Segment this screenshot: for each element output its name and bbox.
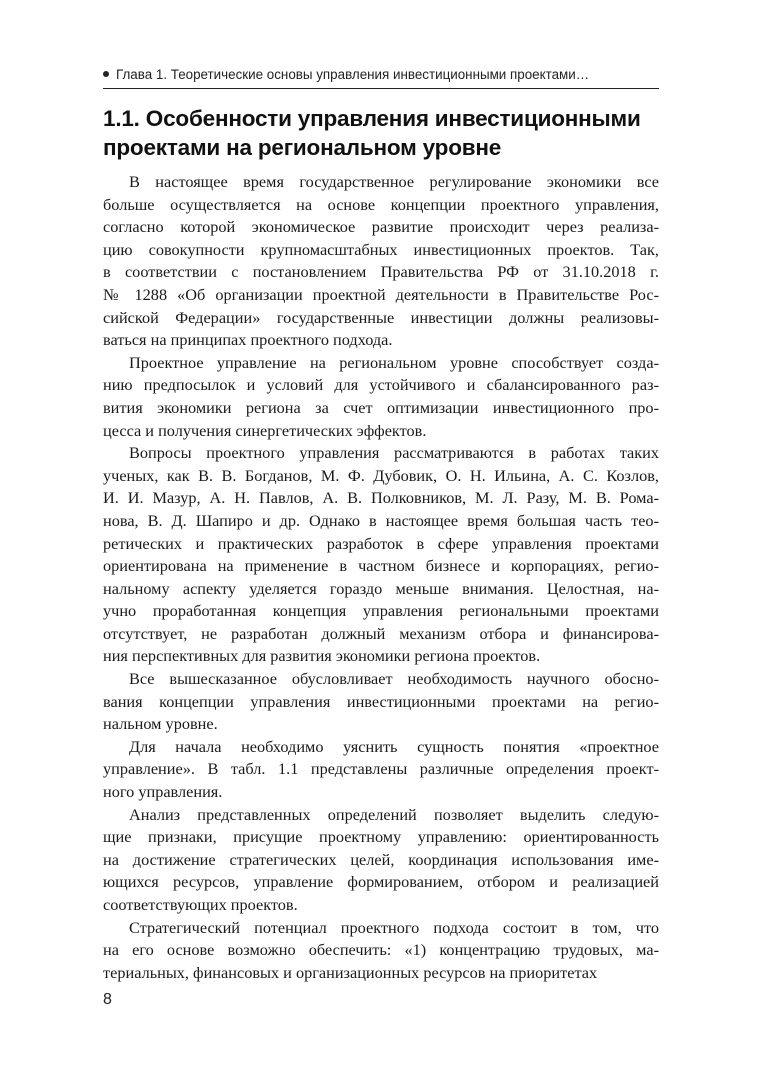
paragraph [103, 736, 659, 804]
text-line: вания концепции управления инвестиционными проектами на регио- [103, 691, 659, 711]
text-line: цию совокупности крупномасштабных инвестиционных проектов. Так, [103, 239, 659, 259]
text-line: вития экономики региона за счет оптимизации инвестиционного про- [103, 397, 659, 417]
text-line: териальных, финансовых и организационных ресурсов на приоритетах [103, 962, 598, 982]
paragraph [103, 668, 659, 736]
text-line: цесса и получения синергетических эффектов. [103, 420, 427, 440]
section-title-line-1: 1.1. Особенности управления инвестиционными [103, 106, 641, 131]
text-line: отсутствует, не разработан должный механизм отбора и финансирова- [103, 623, 659, 643]
text-line: ученых, как В. В. Богданов, М. Ф. Дубовик, О. Н. Ильина, А. С. Козлов, [103, 465, 659, 485]
text-line: нальному аспекту уделяется гораздо меньше внимания. Целостная, на- [103, 578, 659, 598]
paragraph [103, 917, 659, 985]
text-line: ния перспективных для развития экономики региона проектов. [103, 646, 541, 666]
paragraph [103, 804, 659, 917]
body-text [103, 171, 659, 984]
text-line: ретических и практических разработок в сфере управления проектами [103, 533, 659, 553]
text-line: Стратегический потенциал проектного подхода состоит в том, что [129, 917, 659, 937]
page-number: 8 [103, 991, 112, 1008]
text-line: на достижение стратегических целей, координация использования име- [103, 849, 659, 869]
text-line: нова, В. Д. Шапиро и др. Однако в настоящее время большая часть тео- [103, 510, 659, 530]
text-line: И. И. Мазур, А. Н. Павлов, А. В. Полковников, М. Л. Разу, М. В. Рома- [103, 488, 659, 508]
running-head-rule [103, 88, 659, 89]
text-line: в соответствии с постановлением Правительства РФ от 31.10.2018 г. [103, 262, 659, 282]
section-title-line-2: проектами на региональном уровне [103, 135, 502, 160]
text-line: соответствующих проектов. [103, 895, 298, 914]
text-line: Анализ представленных определений позволяет выделить следую- [129, 804, 659, 824]
text-line: ного управления. [103, 782, 223, 802]
text-line: ющихся ресурсов, управление формированием, отбором и реализацией [103, 872, 659, 892]
text-line: № 1288 «Об организации проектной деятельности в Правительстве Рос- [103, 284, 659, 304]
text-line: ваться на принципах проектного подхода. [103, 330, 393, 350]
text-line: Проектное управление на региональном уровне способствует созда- [129, 352, 659, 372]
text-line: Вопросы проектного управления рассматриваются в работах таких [129, 443, 659, 463]
section-title [103, 104, 659, 162]
text-line: Все вышесказанное обусловливает необходимость научного обосно- [129, 669, 659, 689]
text-line: на его основе возможно обеспечить: «1) концентрацию трудовых, ма- [103, 940, 659, 960]
running-head [103, 66, 659, 84]
text-line: нальном уровне. [103, 714, 218, 734]
paragraph [103, 171, 659, 352]
paragraph [103, 442, 659, 668]
running-head-text: Глава 1. Теоретические основы управления инвестиционными проектами… [116, 67, 590, 82]
bullet-icon [103, 71, 109, 77]
text-line: Для начала необходимо уяснить сущность понятия «проектное [129, 736, 659, 756]
text-line: щие признаки, присущие проектному управлению: ориентированность [103, 827, 659, 847]
text-line: больше осуществляется на основе концепции проектного управления, [103, 194, 659, 214]
text-line: сийской Федерации» государственные инвестиции должны реализовы- [103, 307, 659, 327]
text-line: ориентирована на применение в частном бизнесе и корпорациях, регио- [103, 556, 659, 576]
text-line: учно проработанная концепция управления региональными проектами [103, 601, 659, 621]
text-line: нию предпосылок и условий для устойчивого и сбалансированного раз- [103, 375, 659, 395]
text-line: согласно которой экономическое развитие происходит через реализа- [103, 217, 659, 237]
text-line: управление». В табл. 1.1 представлены различные определения проект- [103, 759, 659, 779]
text-line: В настоящее время государственное регулирование экономики все [129, 172, 659, 191]
paragraph [103, 352, 659, 442]
